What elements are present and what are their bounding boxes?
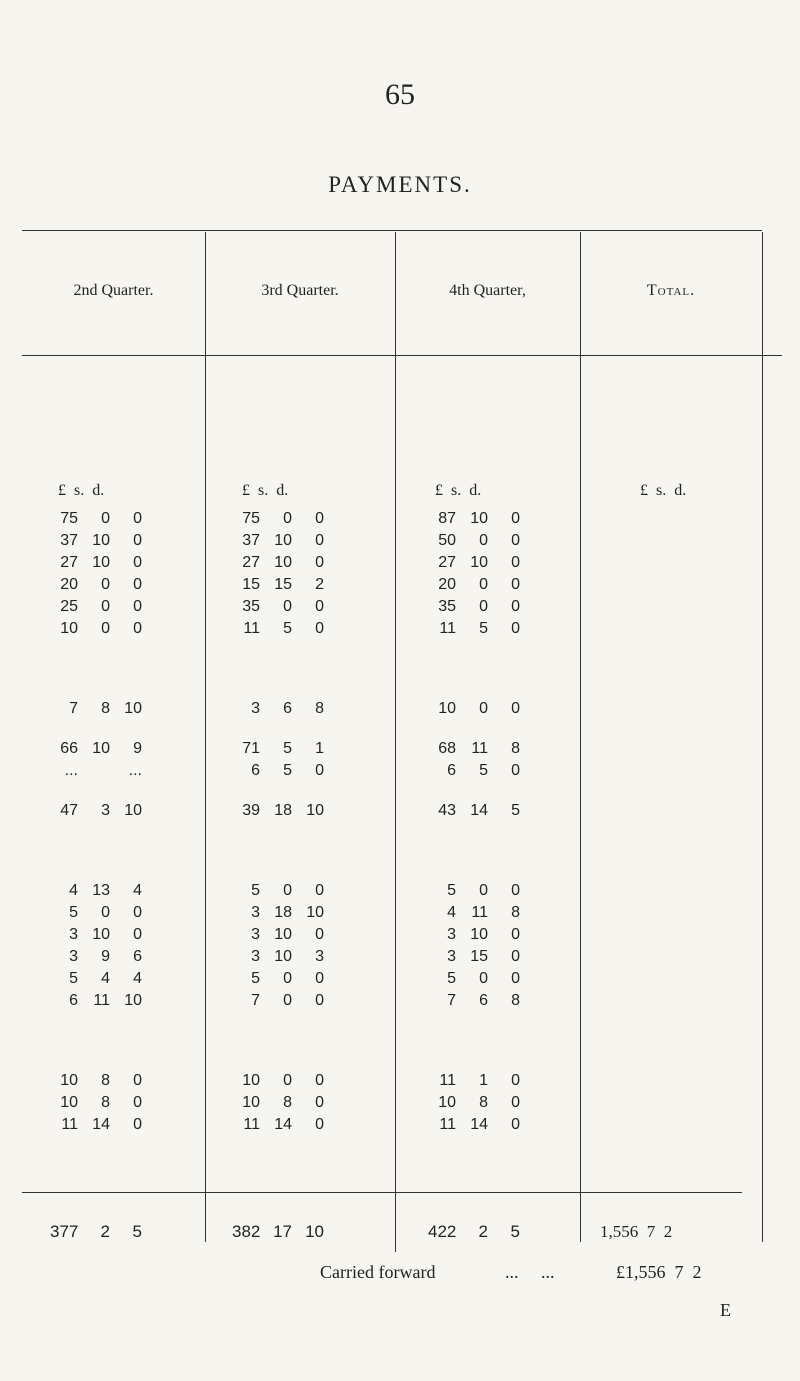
amount-pounds: 39 (242, 802, 260, 819)
amount-pence: 5 (511, 802, 520, 819)
amount-pounds: 422 (428, 1222, 457, 1241)
units-q3: £ s. d. (242, 482, 289, 499)
table-row-q4 (428, 970, 520, 988)
amount-shillings: 10 (92, 926, 110, 943)
carried-forward-amount: £1,556 7 2 (616, 1262, 702, 1282)
amount-shillings: 5 (479, 620, 488, 637)
amount-pence: 10 (305, 1222, 324, 1241)
amount-pence: 0 (315, 554, 324, 571)
amount-pounds: 3 (69, 926, 78, 943)
amount-shillings: 15 (274, 576, 292, 593)
table-row-q4 (428, 740, 520, 758)
table-row-q3 (232, 532, 324, 550)
amount-pence: 0 (133, 1116, 142, 1133)
amount-shillings: 10 (274, 554, 292, 571)
amount-pence: ... (128, 762, 142, 779)
table-row-q4 (428, 700, 520, 718)
amount-shillings: 0 (283, 510, 292, 527)
units-total: £ s. d. (640, 482, 687, 499)
amount-shillings: 10 (470, 510, 488, 527)
amount-pence: 0 (315, 882, 324, 899)
amount-pounds: 87 (438, 510, 456, 527)
amount-pence: 1 (315, 740, 324, 757)
table-row-q3 (232, 1094, 324, 1112)
amount-pounds: 5 (251, 882, 260, 899)
table-row-q2 (50, 1116, 142, 1134)
table-row-q4 (428, 620, 520, 638)
amount-shillings: 0 (479, 882, 488, 899)
amount-pence: 0 (511, 532, 520, 549)
amount-shillings: 0 (283, 1072, 292, 1089)
amount-shillings: 0 (101, 598, 110, 615)
amount-shillings: 0 (479, 598, 488, 615)
table-row-q3 (232, 1072, 324, 1090)
amount-pence: 8 (315, 700, 324, 717)
table-row-q3 (232, 620, 324, 638)
amount-pounds: 10 (438, 700, 456, 717)
amount-pence: 2 (315, 576, 324, 593)
table-row-q3 (232, 598, 324, 616)
amount-shillings: 10 (274, 948, 292, 965)
amount-pounds: 3 (69, 948, 78, 965)
amount-shillings: 0 (283, 598, 292, 615)
units-q4: £ s. d. (435, 482, 482, 499)
table-row-q3 (232, 510, 324, 528)
table-row-q2 (50, 948, 142, 966)
amount-pounds: 37 (242, 532, 260, 549)
amount-pence: 0 (511, 620, 520, 637)
amount-pounds: 3 (447, 948, 456, 965)
amount-pounds: 71 (242, 740, 260, 757)
amount-pence: 0 (133, 904, 142, 921)
table-row-q4 (428, 762, 520, 780)
amount-pounds: 75 (242, 510, 260, 527)
amount-pounds: 3 (251, 948, 260, 965)
amount-shillings: 0 (283, 970, 292, 987)
amount-shillings: 10 (470, 554, 488, 571)
amount-shillings: 11 (471, 904, 488, 921)
amount-pounds: 5 (447, 882, 456, 899)
amount-pounds: 377 (50, 1222, 79, 1241)
amount-pence: 4 (133, 970, 142, 987)
amount-pounds: 5 (69, 904, 78, 921)
amount-pounds: 47 (60, 802, 78, 819)
table-row-q4 (428, 532, 520, 550)
table-row-q3 (232, 740, 324, 758)
column-header-q2: 2nd Quarter. (73, 282, 154, 299)
table-row-q2 (50, 620, 142, 638)
total-q2 (50, 1222, 142, 1242)
amount-pence: 0 (133, 1094, 142, 1111)
table-row-q2 (50, 762, 142, 780)
amount-pence: 4 (133, 882, 142, 899)
amount-shillings: 0 (479, 700, 488, 717)
amount-pence: 5 (132, 1222, 142, 1241)
table-row-q2 (50, 1072, 142, 1090)
amount-pounds: 20 (60, 576, 78, 593)
amount-pounds: 7 (251, 992, 260, 1009)
amount-pounds: 10 (60, 1094, 78, 1111)
amount-shillings: 8 (479, 1094, 488, 1111)
table-row-q2 (50, 700, 142, 718)
amount-pence: 10 (306, 904, 324, 921)
amount-pence: 0 (511, 762, 520, 779)
amount-pence: 0 (511, 510, 520, 527)
table-row-q4 (428, 948, 520, 966)
amount-pence: 0 (315, 1072, 324, 1089)
amount-pounds: 11 (439, 620, 456, 637)
amount-pence: 10 (124, 802, 142, 819)
column-divider-1 (205, 232, 206, 1242)
table-row-q2 (50, 882, 142, 900)
amount-pounds: 10 (60, 1072, 78, 1089)
amount-shillings: 3 (101, 802, 110, 819)
table-row-q4 (428, 926, 520, 944)
amount-pounds: 6 (447, 762, 456, 779)
amount-pence: 0 (133, 510, 142, 527)
table-row-q3 (232, 926, 324, 944)
amount-pounds: 27 (60, 554, 78, 571)
amount-pounds: 10 (60, 620, 78, 637)
amount-pounds: 11 (243, 620, 260, 637)
table-row-q2 (50, 740, 142, 758)
signature-mark: E (720, 1300, 731, 1320)
amount-shillings: 8 (101, 1072, 110, 1089)
amount-pounds: 11 (439, 1116, 456, 1133)
amount-shillings: 18 (274, 802, 292, 819)
amount-pounds: 5 (251, 970, 260, 987)
amount-shillings: 8 (283, 1094, 292, 1111)
amount-shillings: 2 (100, 1222, 110, 1241)
table-row-q3 (232, 992, 324, 1010)
table-row-q4 (428, 598, 520, 616)
table-row-q3 (232, 970, 324, 988)
amount-pounds: 35 (438, 598, 456, 615)
amount-pounds: 75 (60, 510, 78, 527)
amount-shillings: 2 (478, 1222, 488, 1241)
table-row-q4 (428, 802, 520, 820)
amount-pounds: 25 (60, 598, 78, 615)
table-row-q2 (50, 926, 142, 944)
page-number: 65 (385, 78, 415, 111)
amount-shillings: 14 (274, 1116, 292, 1133)
table-row-q3 (232, 802, 324, 820)
amount-pence: 0 (315, 510, 324, 527)
amount-pounds: 37 (60, 532, 78, 549)
amount-pence: 0 (511, 700, 520, 717)
totals-rule (22, 1192, 742, 1193)
carried-forward-label: Carried forward (320, 1262, 436, 1282)
table-row-q3 (232, 762, 324, 780)
grand-total: 1,556 7 2 (600, 1222, 673, 1241)
total-q4 (428, 1222, 520, 1242)
amount-pounds: 15 (242, 576, 260, 593)
amount-shillings: 5 (283, 762, 292, 779)
amount-pounds: 4 (447, 904, 456, 921)
amount-pence: 0 (315, 970, 324, 987)
amount-shillings: 0 (479, 532, 488, 549)
table-top-rule (22, 230, 762, 231)
amount-shillings: 14 (92, 1116, 110, 1133)
amount-shillings: 9 (101, 948, 110, 965)
amount-pounds: 5 (69, 970, 78, 987)
amount-pence: 3 (315, 948, 324, 965)
table-row-q4 (428, 992, 520, 1010)
amount-pence: 0 (315, 926, 324, 943)
amount-pence: 0 (511, 598, 520, 615)
amount-pence: 10 (124, 992, 142, 1009)
amount-pence: 0 (315, 762, 324, 779)
amount-pounds: 7 (447, 992, 456, 1009)
amount-shillings: 8 (101, 1094, 110, 1111)
table-row-q4 (428, 510, 520, 528)
amount-pounds: 50 (438, 532, 456, 549)
amount-pounds: 10 (242, 1094, 260, 1111)
column-header-q3: 3rd Quarter. (261, 282, 339, 299)
amount-pounds: 10 (438, 1094, 456, 1111)
amount-pence: 0 (511, 1116, 520, 1133)
table-row-q3 (232, 700, 324, 718)
amount-shillings: 10 (274, 926, 292, 943)
table-row-q3 (232, 576, 324, 594)
amount-pence: 0 (133, 576, 142, 593)
amount-pounds: 35 (242, 598, 260, 615)
amount-pounds: 68 (438, 740, 456, 757)
amount-pounds: 10 (242, 1072, 260, 1089)
amount-pence: 0 (133, 598, 142, 615)
amount-pounds: 6 (251, 762, 260, 779)
column-divider-2 (395, 232, 396, 1252)
amount-shillings: 0 (479, 576, 488, 593)
column-header-total: Total. (646, 282, 696, 299)
table-row-q2 (50, 970, 142, 988)
amount-pence: 0 (133, 554, 142, 571)
amount-shillings: 0 (283, 882, 292, 899)
table-row-q4 (428, 554, 520, 572)
table-row-q2 (50, 532, 142, 550)
amount-shillings: 13 (92, 882, 110, 899)
amount-shillings: 0 (101, 620, 110, 637)
amount-shillings: 0 (101, 576, 110, 593)
amount-pence: 8 (511, 992, 520, 1009)
amount-pence: 0 (511, 554, 520, 571)
amount-shillings: 10 (92, 532, 110, 549)
amount-pence: 0 (511, 882, 520, 899)
amount-shillings: 17 (273, 1222, 292, 1241)
amount-shillings: 10 (470, 926, 488, 943)
amount-shillings: 4 (101, 970, 110, 987)
amount-pence: 0 (511, 970, 520, 987)
amount-pence: 0 (133, 1072, 142, 1089)
amount-shillings: 10 (92, 554, 110, 571)
table-row-q3 (232, 948, 324, 966)
table-right-border (762, 232, 763, 1242)
table-row-q3 (232, 554, 324, 572)
amount-pounds: 3 (251, 904, 260, 921)
amount-shillings: 0 (283, 992, 292, 1009)
amount-shillings: 11 (471, 740, 488, 757)
amount-pence: 10 (124, 700, 142, 717)
column-divider-3 (580, 232, 581, 1242)
page-title: PAYMENTS. (328, 172, 472, 197)
amount-shillings: 11 (93, 992, 110, 1009)
amount-pence: 0 (315, 620, 324, 637)
amount-pounds: 3 (251, 926, 260, 943)
amount-pounds: 43 (438, 802, 456, 819)
table-row-q2 (50, 1094, 142, 1112)
table-row-q3 (232, 904, 324, 922)
amount-pence: 6 (133, 948, 142, 965)
units-q2: £ s. d. (58, 482, 105, 499)
amount-shillings: 5 (283, 740, 292, 757)
amount-shillings: 6 (479, 992, 488, 1009)
amount-pounds: 5 (447, 970, 456, 987)
table-row-q2 (50, 554, 142, 572)
amount-shillings: 1 (479, 1072, 488, 1089)
amount-pence: 0 (133, 926, 142, 943)
table-row-q2 (50, 576, 142, 594)
amount-pence: 9 (133, 740, 142, 757)
amount-pence: 0 (511, 576, 520, 593)
amount-pence: 0 (511, 1072, 520, 1089)
amount-shillings: 8 (101, 700, 110, 717)
amount-pounds: 4 (69, 882, 78, 899)
amount-pounds: 27 (242, 554, 260, 571)
amount-pence: 0 (511, 926, 520, 943)
amount-shillings: 10 (92, 740, 110, 757)
amount-pounds: 6 (69, 992, 78, 1009)
table-row-q2 (50, 992, 142, 1010)
table-row-q4 (428, 1116, 520, 1134)
amount-shillings: 14 (470, 1116, 488, 1133)
amount-pence: 0 (315, 598, 324, 615)
amount-shillings: 5 (283, 620, 292, 637)
table-row-q2 (50, 510, 142, 528)
table-row-q4 (428, 904, 520, 922)
amount-pounds: 66 (60, 740, 78, 757)
amount-shillings: 10 (274, 532, 292, 549)
amount-pounds: 11 (243, 1116, 260, 1133)
amount-shillings: 14 (470, 802, 488, 819)
table-row-q4 (428, 1094, 520, 1112)
amount-pounds: 11 (61, 1116, 78, 1133)
amount-shillings: 18 (274, 904, 292, 921)
amount-pence: 0 (315, 532, 324, 549)
column-header-q4: 4th Quarter, (449, 282, 526, 299)
amount-pounds: 11 (439, 1072, 456, 1089)
amount-pence: 8 (511, 740, 520, 757)
table-row-q4 (428, 882, 520, 900)
amount-pence: 0 (315, 1116, 324, 1133)
amount-pounds: 20 (438, 576, 456, 593)
total-q3 (232, 1222, 324, 1242)
amount-pence: 0 (133, 620, 142, 637)
amount-pence: 0 (511, 948, 520, 965)
amount-pence: 8 (511, 904, 520, 921)
amount-shillings: 6 (283, 700, 292, 717)
amount-shillings: 5 (479, 762, 488, 779)
amount-pence: 10 (306, 802, 324, 819)
amount-pounds: 382 (232, 1222, 261, 1241)
table-row-q4 (428, 576, 520, 594)
table-row-q2 (50, 802, 142, 820)
amount-pounds: 27 (438, 554, 456, 571)
amount-pounds: 7 (69, 700, 78, 717)
amount-pounds: 3 (447, 926, 456, 943)
table-row-q2 (50, 598, 142, 616)
header-bottom-rule (22, 355, 782, 356)
amount-shillings: 0 (479, 970, 488, 987)
amount-pence: 0 (315, 1094, 324, 1111)
amount-shillings: 15 (470, 948, 488, 965)
amount-pounds: 3 (251, 700, 260, 717)
carried-forward-dots: ... ... (505, 1262, 555, 1282)
amount-pence: 5 (510, 1222, 520, 1241)
amount-pence: 0 (511, 1094, 520, 1111)
amount-shillings: 0 (101, 904, 110, 921)
amount-pounds: ... (64, 762, 78, 779)
table-row-q3 (232, 1116, 324, 1134)
table-row-q4 (428, 1072, 520, 1090)
table-row-q2 (50, 904, 142, 922)
amount-shillings: 0 (101, 510, 110, 527)
table-row-q3 (232, 882, 324, 900)
amount-pence: 0 (315, 992, 324, 1009)
amount-pence: 0 (133, 532, 142, 549)
